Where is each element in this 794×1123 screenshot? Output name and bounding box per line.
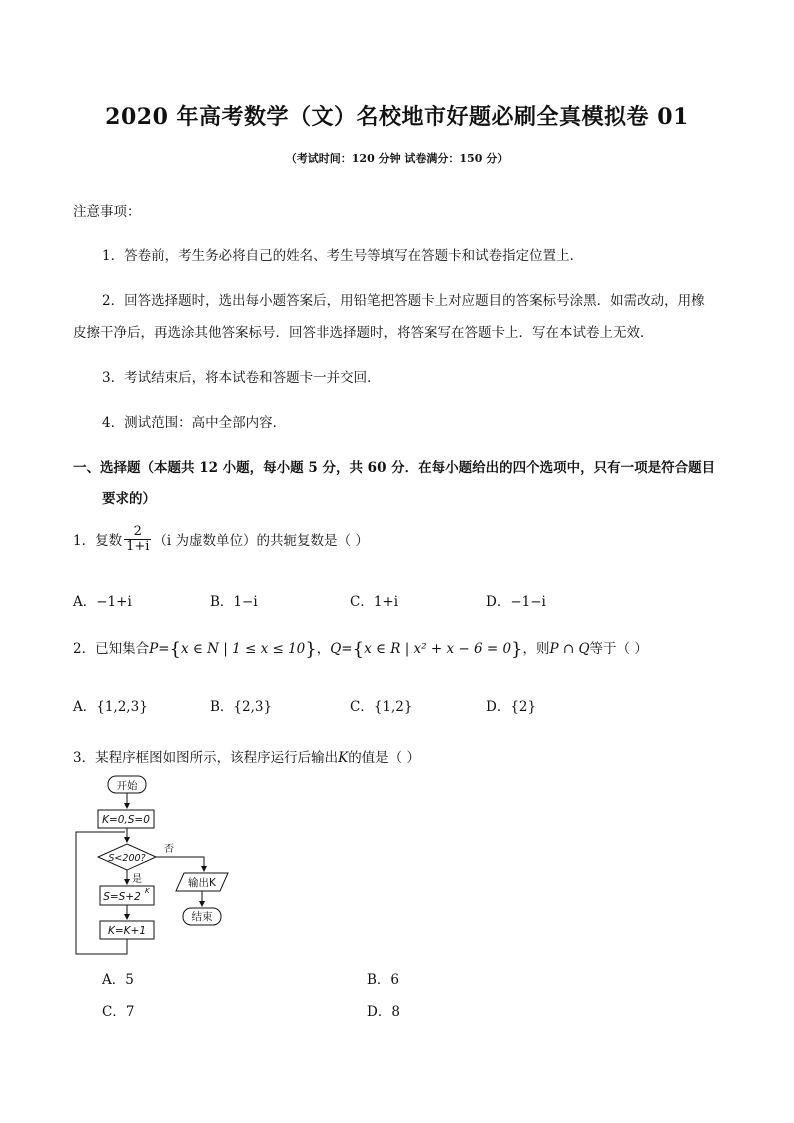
notice-item-3: 3．考试结束后，将本试卷和答题卡一并交回．	[102, 370, 381, 386]
notice-item-4: 4．测试范围：高中全部内容．	[102, 415, 287, 431]
notice-item-1: 1．答卷前，考生务必将自己的姓名、考生号等填写在答题卡和试卷指定位置上．	[102, 248, 584, 264]
flowchart	[70, 770, 240, 960]
q1-fraction	[124, 525, 151, 553]
notice-heading: 注意事项：	[73, 204, 141, 220]
flow-update-k-label: K=K+1	[107, 925, 147, 937]
q3-option-c: C．7	[102, 1004, 135, 1020]
q1-option-d: D．−1−i	[486, 594, 546, 610]
q2-mid: ，则	[522, 641, 550, 657]
q3-option-d: D．8	[367, 1004, 400, 1020]
q1-option-b: B．1−i	[210, 594, 258, 610]
exam-info: （考试时间：120 分钟 试卷满分：150 分）	[285, 152, 509, 165]
q1-option-c: C．1+i	[350, 594, 399, 610]
flow-output-label: 输出K	[188, 877, 216, 889]
flow-update-s-label: S=S+2	[103, 891, 141, 903]
flow-update-s-exponent: K	[145, 887, 150, 895]
q3-option-b: B．6	[367, 972, 400, 988]
q2-set-q: x ∈ R | x² + x − 6 = 0	[364, 641, 512, 657]
q2-suffix: 等于（ ）	[589, 641, 648, 657]
question-1	[73, 525, 369, 553]
q2-option-c: C．{1,2}	[350, 699, 413, 715]
q2-option-d: D．{2}	[486, 699, 537, 715]
q2-eq1: =	[158, 641, 170, 657]
q2-option-a: A．{1,2,3}	[73, 699, 148, 715]
q1-numerator: 2	[124, 525, 151, 540]
flow-end-label: 结束	[191, 911, 213, 923]
notice-item-2: 2．回答选择题时，选出每小题答案后，用铅笔把答题卡上对应题目的答案标号涂黑．如需改动，用橡	[102, 293, 705, 309]
q2-comma: ，	[316, 641, 331, 657]
q3-suffix: 的值是（ ）	[348, 750, 420, 766]
flow-start-label: 开始	[116, 780, 138, 792]
q1-denominator: 1+i	[126, 538, 150, 554]
q2-q: Q	[330, 641, 342, 657]
notice-item-2-cont: 皮擦干净后，再选涂其他答案标号．回答非选择题时，将答案写在答题卡上．写在本试卷上无效．	[73, 325, 654, 341]
q2-p: P	[149, 641, 159, 657]
flow-no-label: 否	[164, 844, 174, 855]
flow-init-label: K=0,S=0	[102, 814, 150, 826]
page-title: 2020 年高考数学（文）名校地市好题必刷全真模拟卷 01	[105, 104, 689, 130]
question-2: 2．已知集合P={x ∈ N | 1 ≤ x ≤ 10}，Q={x ∈ R | x² + x − 6 = 0}，则P ∩ Q等于（ ）	[73, 639, 648, 660]
question-3	[73, 746, 420, 766]
q3-k: K	[338, 750, 349, 766]
q2-set-p: x ∈ N | 1 ≤ x ≤ 10	[180, 641, 306, 657]
q2-prefix: 2．已知集合	[73, 641, 150, 657]
q2-intersection: P ∩ Q	[549, 641, 590, 657]
section-heading-cont: 要求的）	[102, 491, 156, 507]
q2-option-b: B．{2,3}	[210, 699, 273, 715]
q1-option-a: A．−1+i	[73, 594, 132, 610]
q1-suffix: （i 为虚数单位）的共轭复数是（ ）	[153, 533, 369, 550]
section-heading: 一、选择题（本题共 12 小题，每小题 5 分，共 60 分．在每小题给出的四个选项中，只有一项是符合题目	[73, 460, 716, 476]
q3-text: 3．某程序框图如图所示，该程序运行后输出	[73, 750, 339, 766]
flow-yes-label: 是	[132, 874, 142, 885]
flow-condition-label: S<200?	[108, 853, 146, 864]
q3-option-a: A．5	[102, 972, 134, 988]
q2-eq2: =	[341, 641, 353, 657]
q1-prefix: 1．复数	[73, 533, 123, 550]
